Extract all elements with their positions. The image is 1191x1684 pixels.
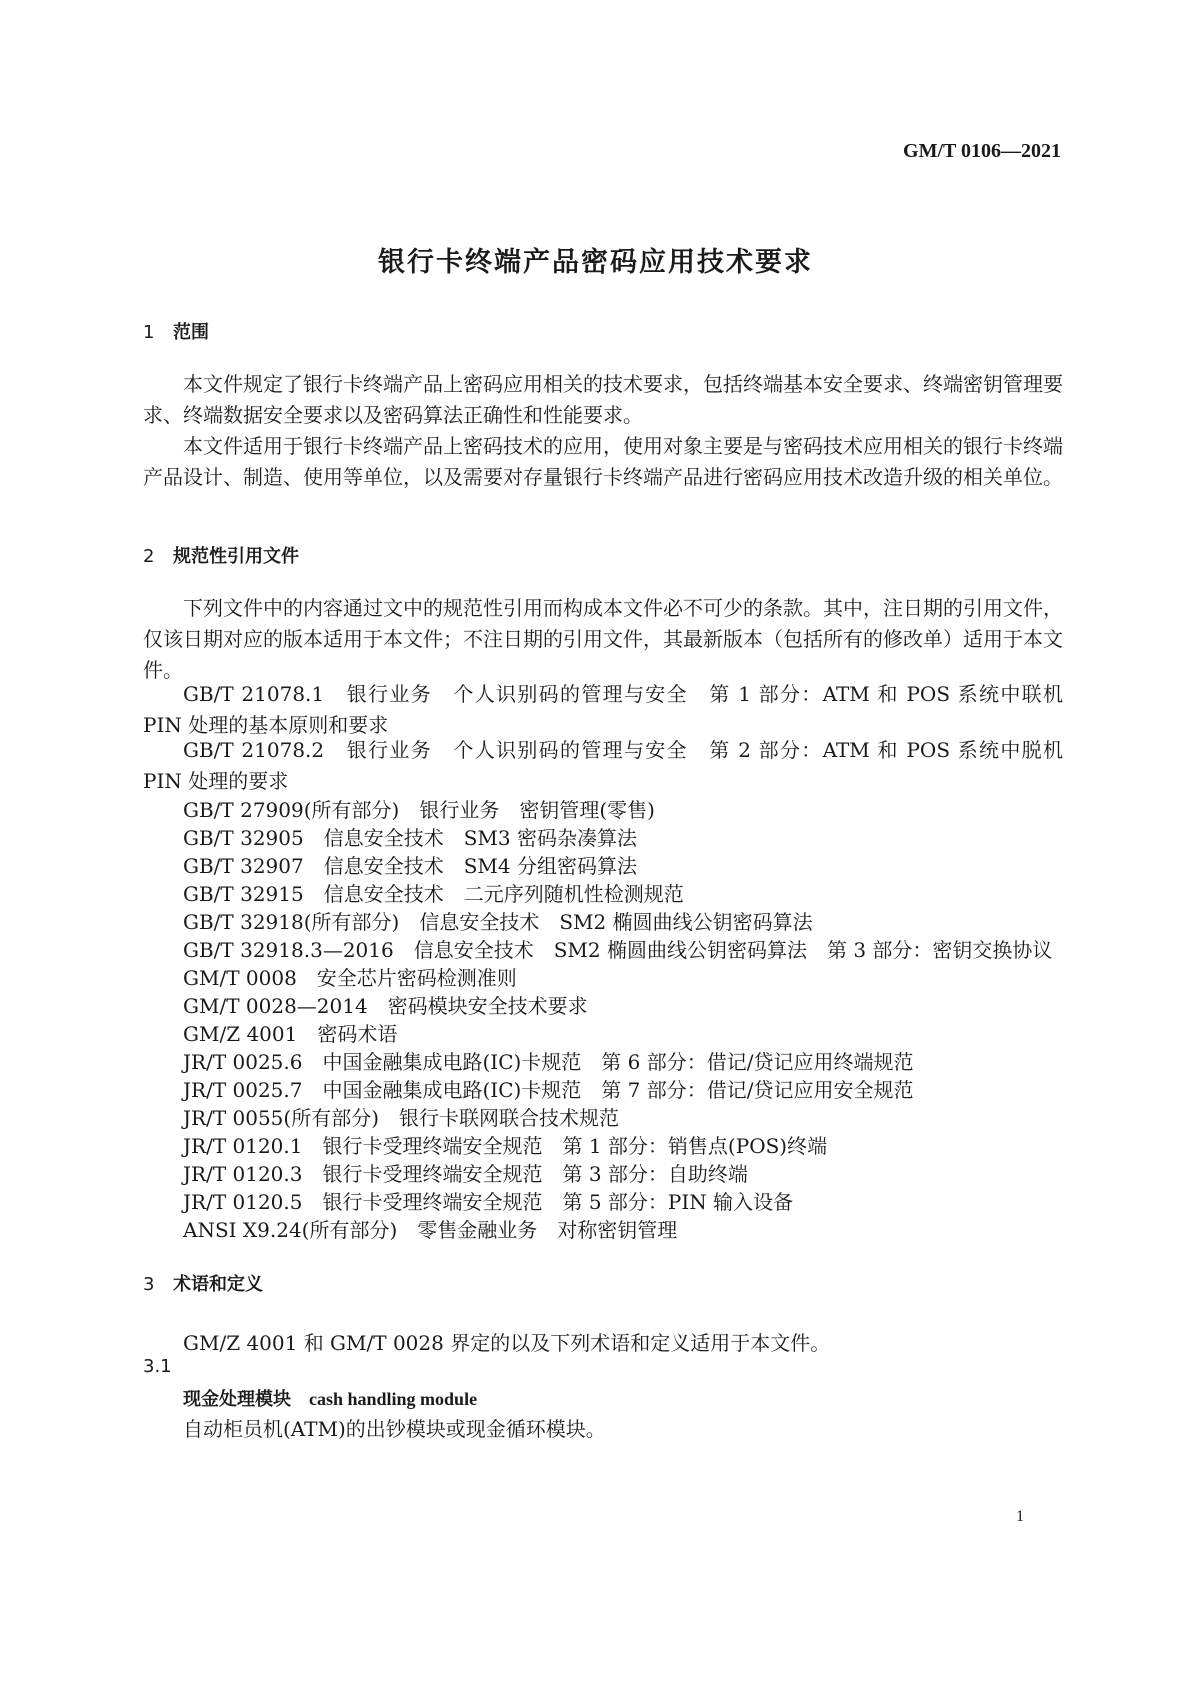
- section-1-paragraph: 本文件规定了银行卡终端产品上密码应用相关的技术要求，包括终端基本安全要求、终端密钥管理要求、终端数据安全要求以及密码算法正确性和性能要求。: [143, 372, 1063, 427]
- reference-item: JR/T 0025.6 中国金融集成电路(IC)卡规范 第 6 部分：借记/贷记应用终端规范: [183, 1050, 914, 1074]
- section-3-heading: [143, 1270, 263, 1296]
- term-english: cash handling module: [309, 1389, 478, 1409]
- reference-item: JR/T 0120.5 银行卡受理终端安全规范 第 5 部分：PIN 输入设备: [183, 1190, 794, 1214]
- section-number: 1: [143, 322, 155, 343]
- reference-item: ANSI X9.24(所有部分) 零售金融业务 对称密钥管理: [183, 1218, 678, 1242]
- reference-item: GB/T 27909(所有部分) 银行业务 密钥管理(零售): [183, 798, 655, 822]
- page-number: 1: [1016, 1508, 1024, 1525]
- term-number: 3.1: [143, 1356, 172, 1377]
- reference-item: GB/T 32915 信息安全技术 二元序列随机性检测规范: [183, 882, 684, 906]
- reference-item: GB/T 32918.3—2016 信息安全技术 SM2 椭圆曲线公钥密码算法 第 3 部分：密钥交换协议: [183, 938, 1053, 962]
- term-heading: [183, 1385, 477, 1411]
- section-title: 术语和定义: [173, 1274, 263, 1295]
- reference-item: GB/T 32905 信息安全技术 SM3 密码杂凑算法: [183, 826, 637, 850]
- reference-item: GM/T 0028—2014 密码模块安全技术要求: [183, 994, 588, 1018]
- reference-item: GB/T 32918(所有部分) 信息安全技术 SM2 椭圆曲线公钥密码算法: [183, 910, 813, 934]
- section-1-heading: [143, 318, 209, 344]
- term-chinese: 现金处理模块: [183, 1389, 291, 1410]
- standard-code: GM/T 0106—2021: [903, 140, 1061, 162]
- section-number: 2: [143, 546, 155, 567]
- section-number: 3: [143, 1274, 155, 1295]
- reference-item: GB/T 21078.1 银行业务 个人识别码的管理与安全 第 1 部分：ATM 和 POS 系统中联机 PIN 处理的基本原则和要求: [143, 682, 1063, 737]
- section-title: 范围: [173, 322, 209, 343]
- section-2-intro: 下列文件中的内容通过文中的规范性引用而构成本文件必不可少的条款。其中，注日期的引用文件，仅该日期对应的版本适用于本文件；不注日期的引用文件，其最新版本（包括所有的修改单）适用于本文件。: [143, 596, 1063, 682]
- section-1-paragraph: 本文件适用于银行卡终端产品上密码技术的应用，使用对象主要是与密码技术应用相关的银行卡终端产品设计、制造、使用等单位，以及需要对存量银行卡终端产品进行密码应用技术改造升级的相关单位。: [143, 434, 1063, 489]
- section-title: 规范性引用文件: [173, 546, 299, 567]
- reference-item: GM/T 0008 安全芯片密码检测准则: [183, 966, 517, 990]
- reference-item: GB/T 32907 信息安全技术 SM4 分组密码算法: [183, 854, 637, 878]
- section-3-intro: GM/Z 4001 和 GM/T 0028 界定的以及下列术语和定义适用于本文件。: [183, 1331, 831, 1355]
- reference-item: JR/T 0120.3 银行卡受理终端安全规范 第 3 部分：自助终端: [183, 1162, 748, 1186]
- reference-item: JR/T 0025.7 中国金融集成电路(IC)卡规范 第 7 部分：借记/贷记应用安全规范: [183, 1078, 914, 1102]
- document-title: 银行卡终端产品密码应用技术要求: [378, 247, 813, 278]
- term-definition: 自动柜员机(ATM)的出钞模块或现金循环模块。: [183, 1417, 606, 1441]
- reference-item: GM/Z 4001 密码术语: [183, 1022, 398, 1046]
- section-2-heading: [143, 542, 299, 568]
- reference-item: GB/T 21078.2 银行业务 个人识别码的管理与安全 第 2 部分：ATM 和 POS 系统中脱机 PIN 处理的要求: [143, 738, 1063, 793]
- reference-item: JR/T 0055(所有部分) 银行卡联网联合技术规范: [183, 1106, 620, 1130]
- reference-item: JR/T 0120.1 银行卡受理终端安全规范 第 1 部分：销售点(POS)终端: [183, 1134, 828, 1158]
